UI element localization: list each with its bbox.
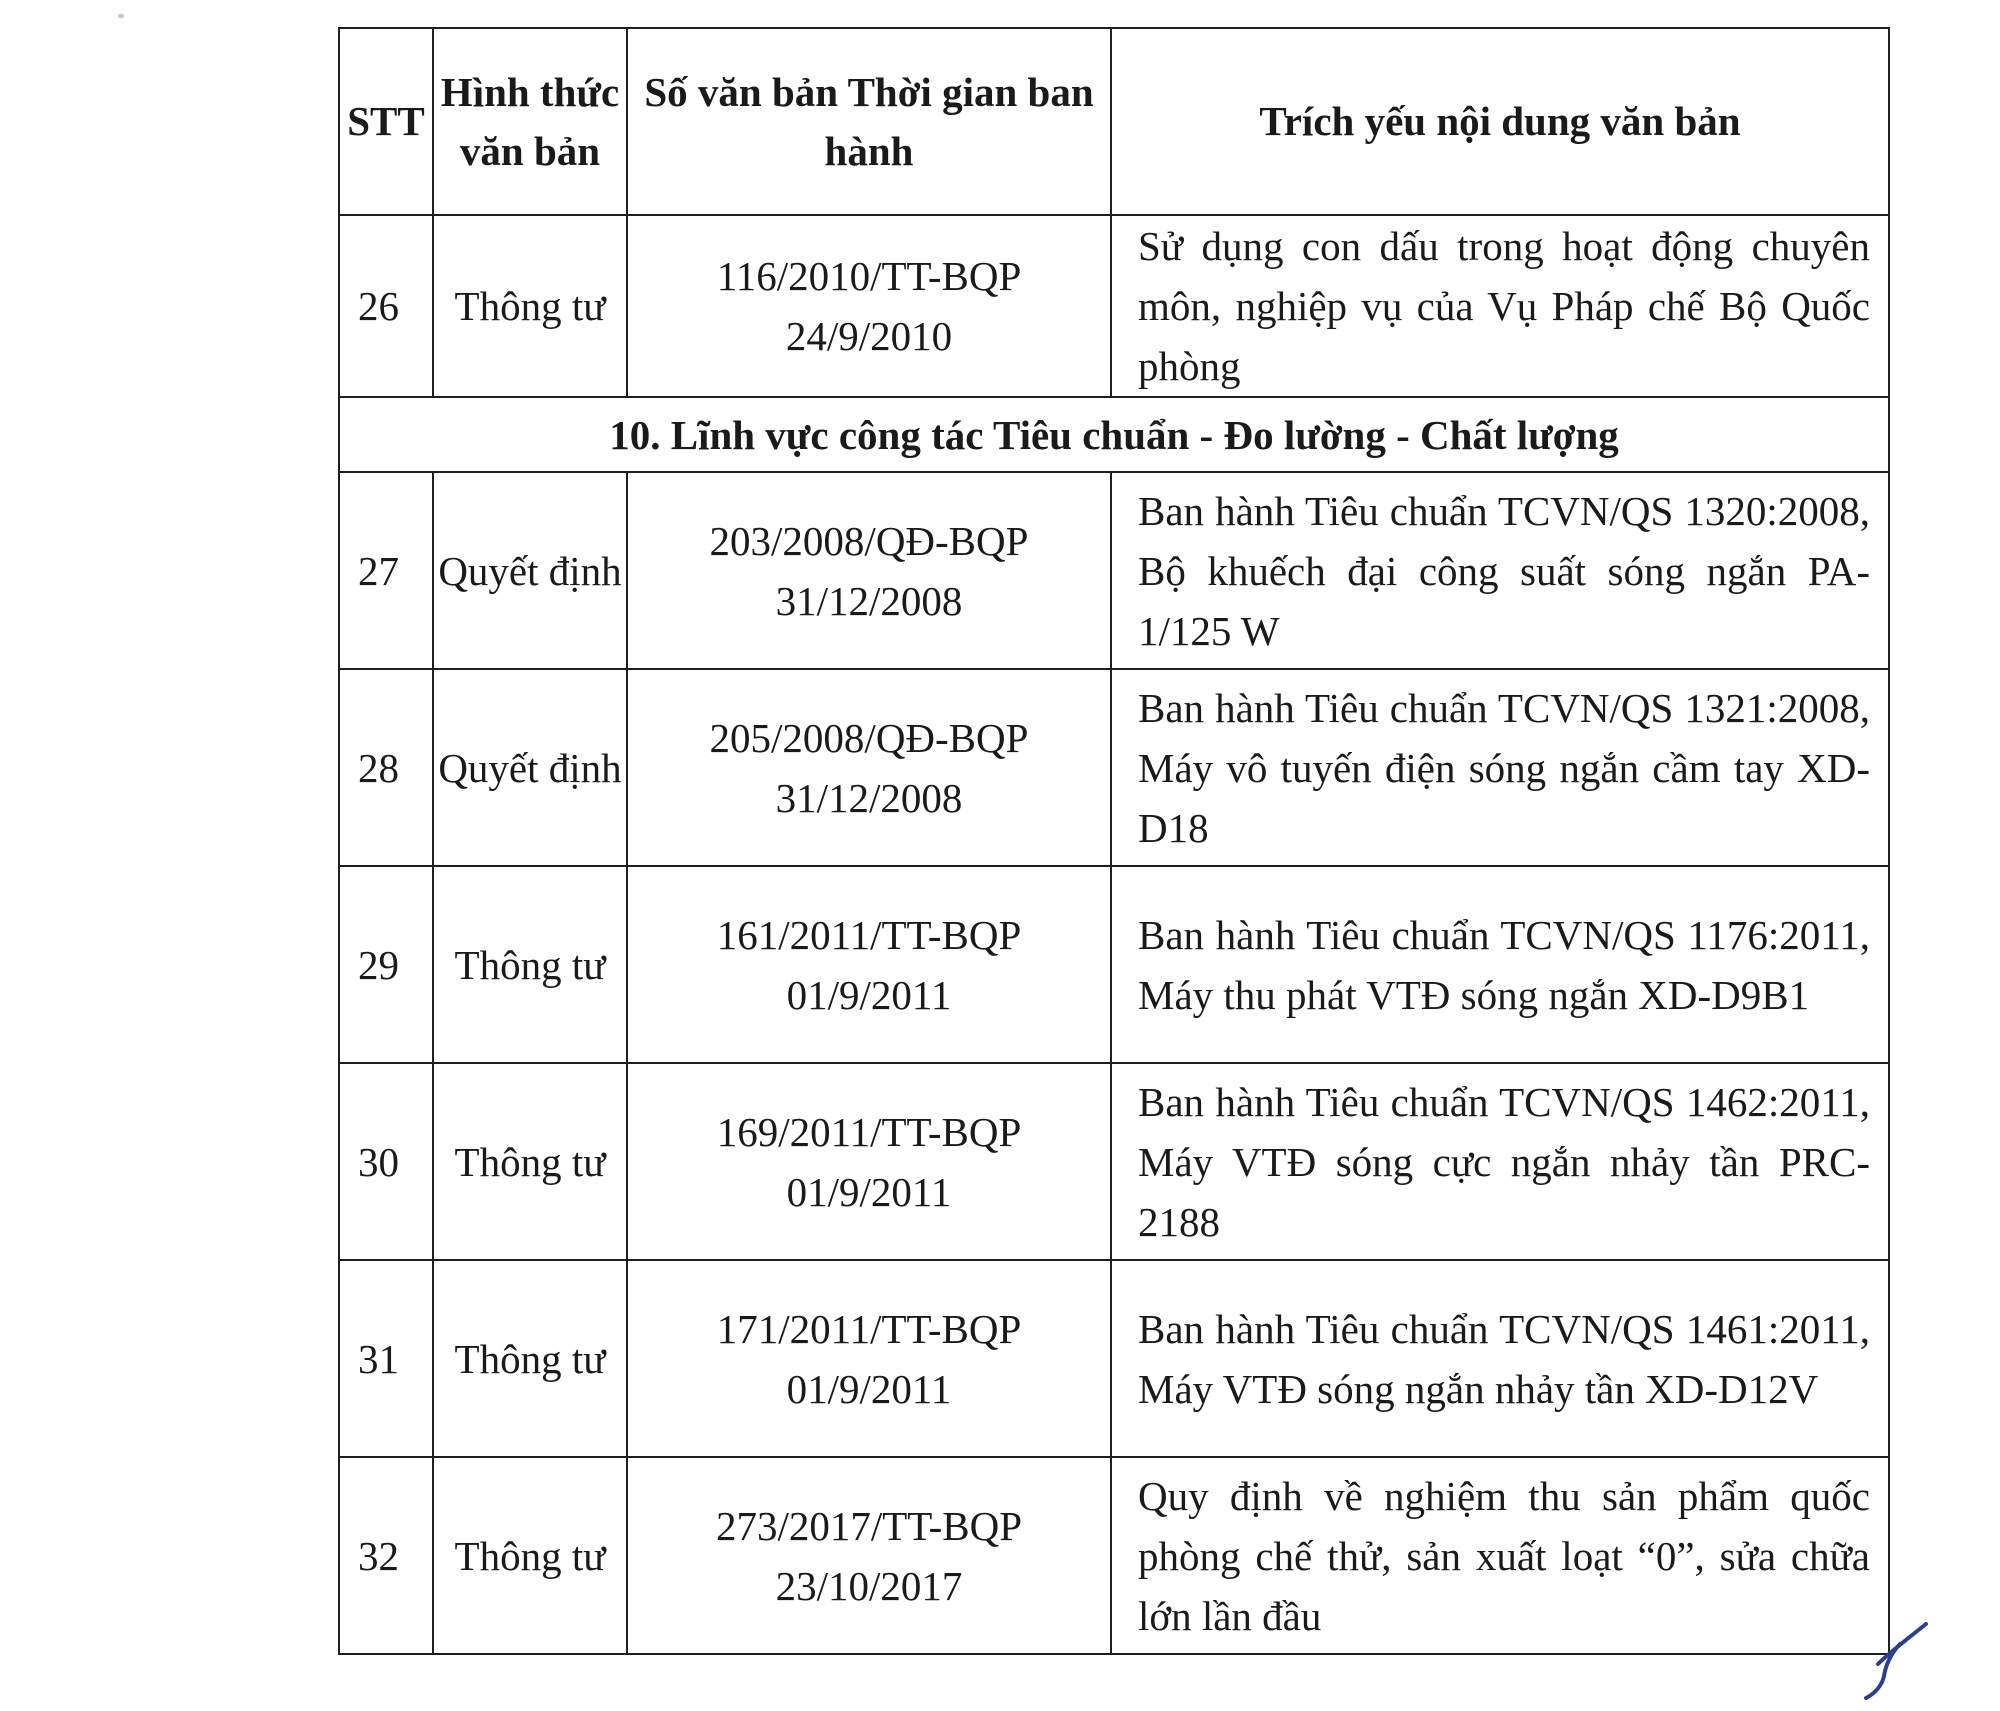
row-date: 24/9/2010	[785, 313, 953, 359]
row-summary-text: Ban hành Tiêu chuẩn TCVN/QS 1461:2011, Máy VTĐ sóng ngắn nhảy tần XD-D12V	[1138, 1305, 1870, 1412]
row-stt: 29	[339, 866, 433, 1063]
row-stt: 28	[339, 669, 433, 866]
table-row	[339, 1063, 1889, 1260]
header-stt: STT	[339, 28, 433, 215]
row-number-date	[627, 1063, 1111, 1260]
row-form: Thông tư	[433, 1063, 627, 1260]
header-summary: Trích yếu nội dung văn bản	[1111, 28, 1889, 215]
row-summary	[1111, 866, 1889, 1063]
row-form: Quyết định	[433, 472, 627, 669]
row-date: 31/12/2008	[775, 774, 963, 821]
row-summary	[1111, 669, 1889, 866]
row-summary-text: Ban hành Tiêu chuẩn TCVN/QS 1176:2011, Máy thu phát VTĐ sóng ngắn XD-D9B1	[1138, 911, 1870, 1018]
table-header-row	[339, 28, 1889, 215]
row-number-date	[627, 1457, 1111, 1654]
row-summary	[1111, 1063, 1889, 1260]
document-table	[338, 27, 1890, 1655]
row-summary	[1111, 472, 1889, 669]
row-number: 161/2011/TT-BQP	[716, 911, 1022, 958]
row-form: Thông tư	[433, 866, 627, 1063]
row-number: 171/2011/TT-BQP	[716, 1305, 1022, 1352]
row-summary-text: Sử dụng con dấu trong hoạt động chuyên môn, nghiệp vụ của Vụ Pháp chế Bộ Quốc phòng	[1138, 223, 1870, 389]
row-form: Thông tư	[433, 1457, 627, 1654]
row-number-date	[627, 1260, 1111, 1457]
row-number-date	[627, 866, 1111, 1063]
row-summary	[1111, 1457, 1889, 1654]
row-date: 31/12/2008	[775, 577, 963, 624]
row-number-date	[627, 669, 1111, 866]
table-row	[339, 472, 1889, 669]
row-summary-text: Ban hành Tiêu chuẩn TCVN/QS 1462:2011, Máy VTĐ sóng cực ngắn nhảy tần PRC-2188	[1138, 1078, 1870, 1245]
row-number: 203/2008/QĐ-BQP	[709, 517, 1029, 564]
table-row	[339, 866, 1889, 1063]
table-row	[339, 1260, 1889, 1457]
row-form: Thông tư	[433, 1260, 627, 1457]
header-number: Số văn bản Thời gian ban hành	[627, 28, 1111, 215]
row-summary-text: Ban hành Tiêu chuẩn TCVN/QS 1320:2008, Bộ khuếch đại công suất sóng ngắn PA-1/125 W	[1138, 487, 1870, 654]
row-form: Thông tư	[433, 215, 627, 397]
row-number-date	[627, 215, 1111, 397]
row-stt: 31	[339, 1260, 433, 1457]
row-summary	[1111, 1260, 1889, 1457]
row-stt: 30	[339, 1063, 433, 1260]
row-stt: 32	[339, 1457, 433, 1654]
header-form: Hình thức văn bản	[433, 28, 627, 215]
row-date: 01/9/2011	[786, 1168, 952, 1215]
row-number-date	[627, 472, 1111, 669]
row-date: 01/9/2011	[786, 971, 952, 1018]
initials-signature	[1860, 1620, 1930, 1700]
row-form: Quyết định	[433, 669, 627, 866]
row-summary-text: Ban hành Tiêu chuẩn TCVN/QS 1321:2008, Máy vô tuyến điện sóng ngắn cầm tay XD-D18	[1138, 684, 1870, 851]
row-summary-text: Quy định về nghiệm thu sản phẩm quốc phòng chế thử, sản xuất loạt “0”, sửa chữa lớn lần đầu	[1138, 1472, 1870, 1639]
section-title: 10. Lĩnh vực công tác Tiêu chuẩn - Đo lường - Chất lượng	[339, 397, 1889, 472]
row-stt: 27	[339, 472, 433, 669]
row-summary	[1111, 215, 1889, 397]
row-number: 169/2011/TT-BQP	[716, 1108, 1022, 1155]
row-number: 116/2010/TT-BQP	[716, 253, 1022, 299]
table-row	[339, 215, 1889, 397]
section-heading-row	[339, 397, 1889, 472]
row-date: 01/9/2011	[786, 1365, 952, 1412]
row-stt: 26	[339, 215, 433, 397]
row-number: 205/2008/QĐ-BQP	[709, 714, 1029, 761]
row-date: 23/10/2017	[775, 1562, 963, 1609]
table-row	[339, 669, 1889, 866]
table-row	[339, 1457, 1889, 1654]
scan-speck	[118, 14, 124, 18]
row-number: 273/2017/TT-BQP	[715, 1502, 1023, 1549]
